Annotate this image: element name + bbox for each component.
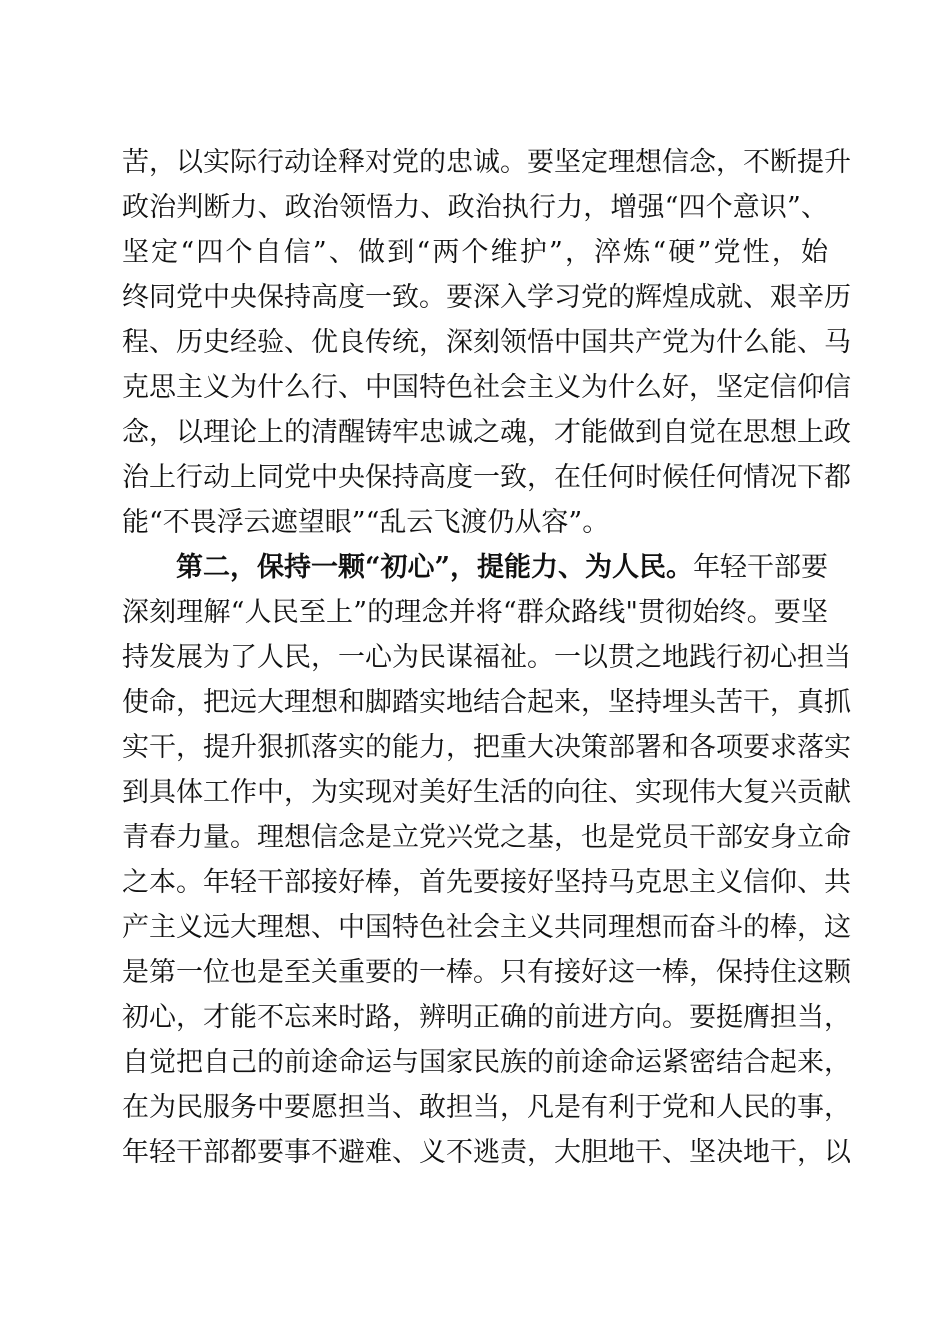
text-line: 能“不畏浮云遮望眼”“乱云飞渡仍从容”。: [122, 507, 610, 538]
text-line: 青春力量。理想信念是立党兴党之基，也是党员干部安身立命: [122, 822, 851, 853]
text-line: 到具体工作中，为实现对美好生活的向往、实现伟大复兴贡献: [122, 777, 851, 808]
text-line: 程、历史经验、优良传统，深刻领悟中国共产党为什么能、马: [122, 327, 851, 358]
text-line: 自觉把自己的前途命运与国家民族的前途命运紧密结合起来，: [122, 1047, 851, 1078]
text-line: 治上行动上同党中央保持高度一致，在任何时候任何情况下都: [122, 462, 851, 493]
text-line: 持发展为了人民，一心为民谋福祉。一以贯之地践行初心担当: [122, 642, 851, 673]
text-line: 年轻干部都要事不避难、义不逃责，大胆地干、坚决地干，以: [122, 1137, 851, 1168]
text-line: 念，以理论上的清醒铸牢忠诚之魂，才能做到自觉在思想上政: [122, 417, 851, 448]
text-line: 初心，才能不忘来时路，辨明正确的前进方向。要挺膺担当，: [122, 1002, 851, 1033]
text-line: 使命，把远大理想和脚踏实地结合起来，坚持埋头苦干，真抓: [122, 687, 851, 718]
paragraph-1: [122, 140, 851, 545]
text-line: 终同党中央保持高度一致。要深入学习党的辉煌成就、艰辛历: [122, 282, 851, 313]
section-heading: 第二，保持一颗“初心”，提能力、为人民。: [176, 552, 694, 583]
text-line: 苦，以实际行动诠释对党的忠诚。要坚定理想信念，不断提升: [122, 147, 851, 178]
text-line: 政治判断力、政治领悟力、政治执行力，增强“四个意识”、: [122, 192, 828, 223]
text-line: 克思主义为什么行、中国特色社会主义为什么好，坚定信仰信: [122, 372, 851, 403]
text-line: 是第一位也是至关重要的一棒。只有接好这一棒，保持住这颗: [122, 957, 851, 988]
text-run: 年轻干部要: [693, 552, 829, 583]
paragraph-first-line: [122, 545, 828, 590]
text-line: 在为民服务中要愿担当、敢担当，凡是有利于党和人民的事，: [122, 1092, 851, 1123]
paragraph-2: [122, 545, 851, 1175]
text-line: 坚定“四个自信”、做到“两个维护”，淬炼“硬”党性，始: [122, 237, 828, 268]
text-line: 深刻理解“人民至上”的理念并将“群众路线"贯彻始终。要坚: [122, 597, 828, 628]
text-line: 之本。年轻干部接好棒，首先要接好坚持马克思主义信仰、共: [122, 867, 851, 898]
text-line: 实干，提升狠抓落实的能力，把重大决策部署和各项要求落实: [122, 732, 851, 763]
document-body: [122, 140, 851, 1175]
text-line: 产主义远大理想、中国特色社会主义共同理想而奋斗的棒，这: [122, 912, 851, 943]
